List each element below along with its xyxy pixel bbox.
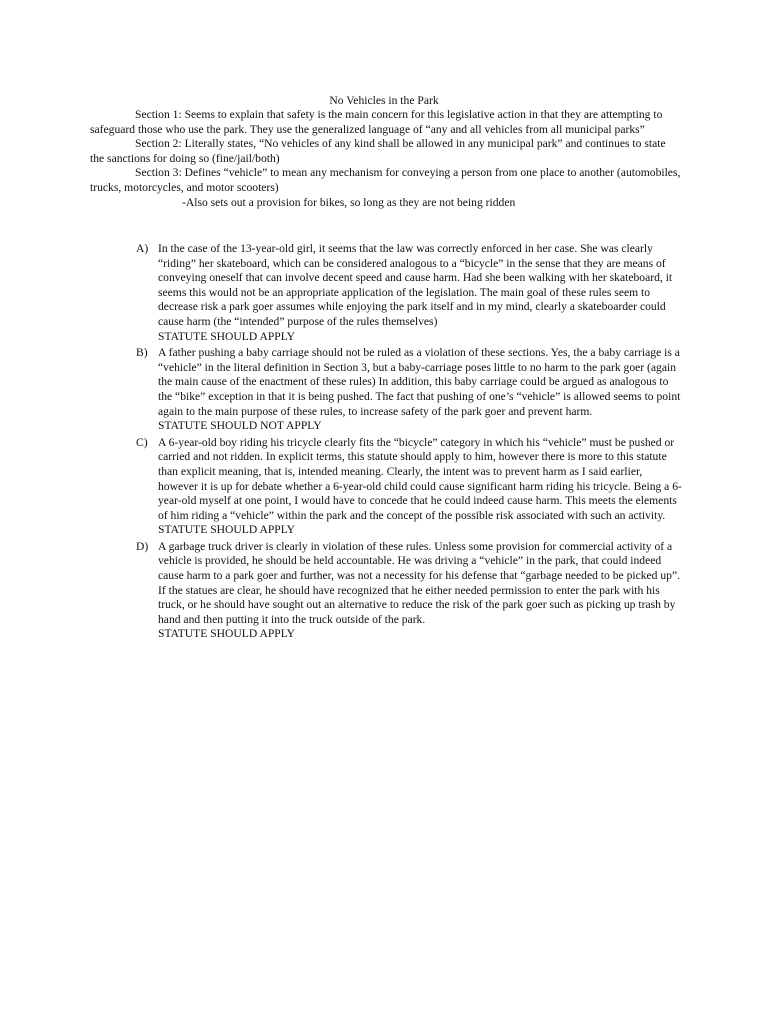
case-list xyxy=(136,242,682,644)
case-marker: A) xyxy=(136,242,149,255)
section-2-summary: Section 2: Literally states, “No vehicles of any kind shall be allowed in any municipal park” and continues to state the sanctions for doing so (fine/jail/both) xyxy=(90,137,666,165)
case-verdict: STATUTE SHOULD APPLY xyxy=(158,523,296,537)
case-verdict: STATUTE SHOULD NOT APPLY xyxy=(158,419,322,433)
case-item-d xyxy=(136,540,682,642)
case-verdict: STATUTE SHOULD APPLY xyxy=(158,627,296,641)
case-item-c xyxy=(136,436,682,538)
case-verdict: STATUTE SHOULD APPLY xyxy=(158,329,296,343)
case-marker: C) xyxy=(136,435,148,449)
case-marker: D) xyxy=(136,539,149,553)
section-1-summary: Section 1: Seems to explain that safety is the main concern for this legislative action in that they are attempting to safeguard those who use the park. They use the generalized language of “any and all vehicles from all municipal parks” xyxy=(90,108,663,136)
case-analysis: A father pushing a baby carriage should not be ruled as a violation of these sections. Yes, the a baby carriage is a “vehicle” in the literal definition in Section 3, but a baby-carriage poses little to no harm to the park goer (again the main cause of the enactment of these rules) In addition, this baby carriage could be argued as analogous to the “bike” exception in that it is being pushed. The fact that pushing of one’s “vehicle” is allowed seems to point again to the main purpose of these rules, to increase safety of the park goer and prevent harm. xyxy=(158,346,681,418)
bike-provision-note: -Also sets out a provision for bikes, so long as they are not being ridden xyxy=(182,195,516,209)
section-3-summary: Section 3: Defines “vehicle” to mean any mechanism for conveying a person from one place to another (automobiles, trucks, motorcycles, and motor scooters) xyxy=(90,166,681,194)
intro-sections xyxy=(90,108,682,210)
case-analysis: A garbage truck driver is clearly in violation of these rules. Unless some provision for commercial activity of a vehicle is provided, he should be held accountable. He was driving a “vehicle” in the park, that could indeed cause harm to a park goer and further, was not a necessity for his defense that “garbage needed to be picked up”. If the statues are clear, he should have recognized that he either needed permission to enter the park with his truck, or he should have sought out an alternative to reduce the risk of the park goer such as picking up trash by hand and then putting it into the truck outside of the park. xyxy=(158,539,681,626)
case-item-a xyxy=(136,242,682,344)
case-marker: B) xyxy=(136,346,148,360)
case-item-b xyxy=(136,346,682,434)
case-analysis: In the case of the 13-year-old girl, it seems that the law was correctly enforced in her case. She was clearly “riding” her skateboard, which can be considered analogous to a “bicycle” in the sense that they are means of conveying oneself that can involve decent speed and cause harm. Had she been walking with her skateboard, it seems this would not be an appropriate application of the legislation. The main goal of these rules seem to decrease risk a park goer assumes while enjoying the park itself and in my mind, clearly a skateboarder could cause harm (the “intended” purpose of the rules themselves) xyxy=(158,242,673,328)
case-analysis: A 6-year-old boy riding his tricycle clearly fits the “bicycle” category in which his “vehicle” must be pushed or carried and not ridden. In explicit terms, this statute should apply to him, however there is more to this statute than explicit meaning, that is, intended meaning. Clearly, the intent was to prevent harm as I said earlier, however it is up for debate whether a 6-year-old child could cause significant harm riding his tricycle. Being a 6-year-old myself at one point, I would have to concede that he could indeed cause harm. This meets the elements of him riding a “vehicle” within the park and the concept of the possible risk associated with such an activity. xyxy=(158,435,682,522)
document-title: No Vehicles in the Park xyxy=(329,94,439,107)
